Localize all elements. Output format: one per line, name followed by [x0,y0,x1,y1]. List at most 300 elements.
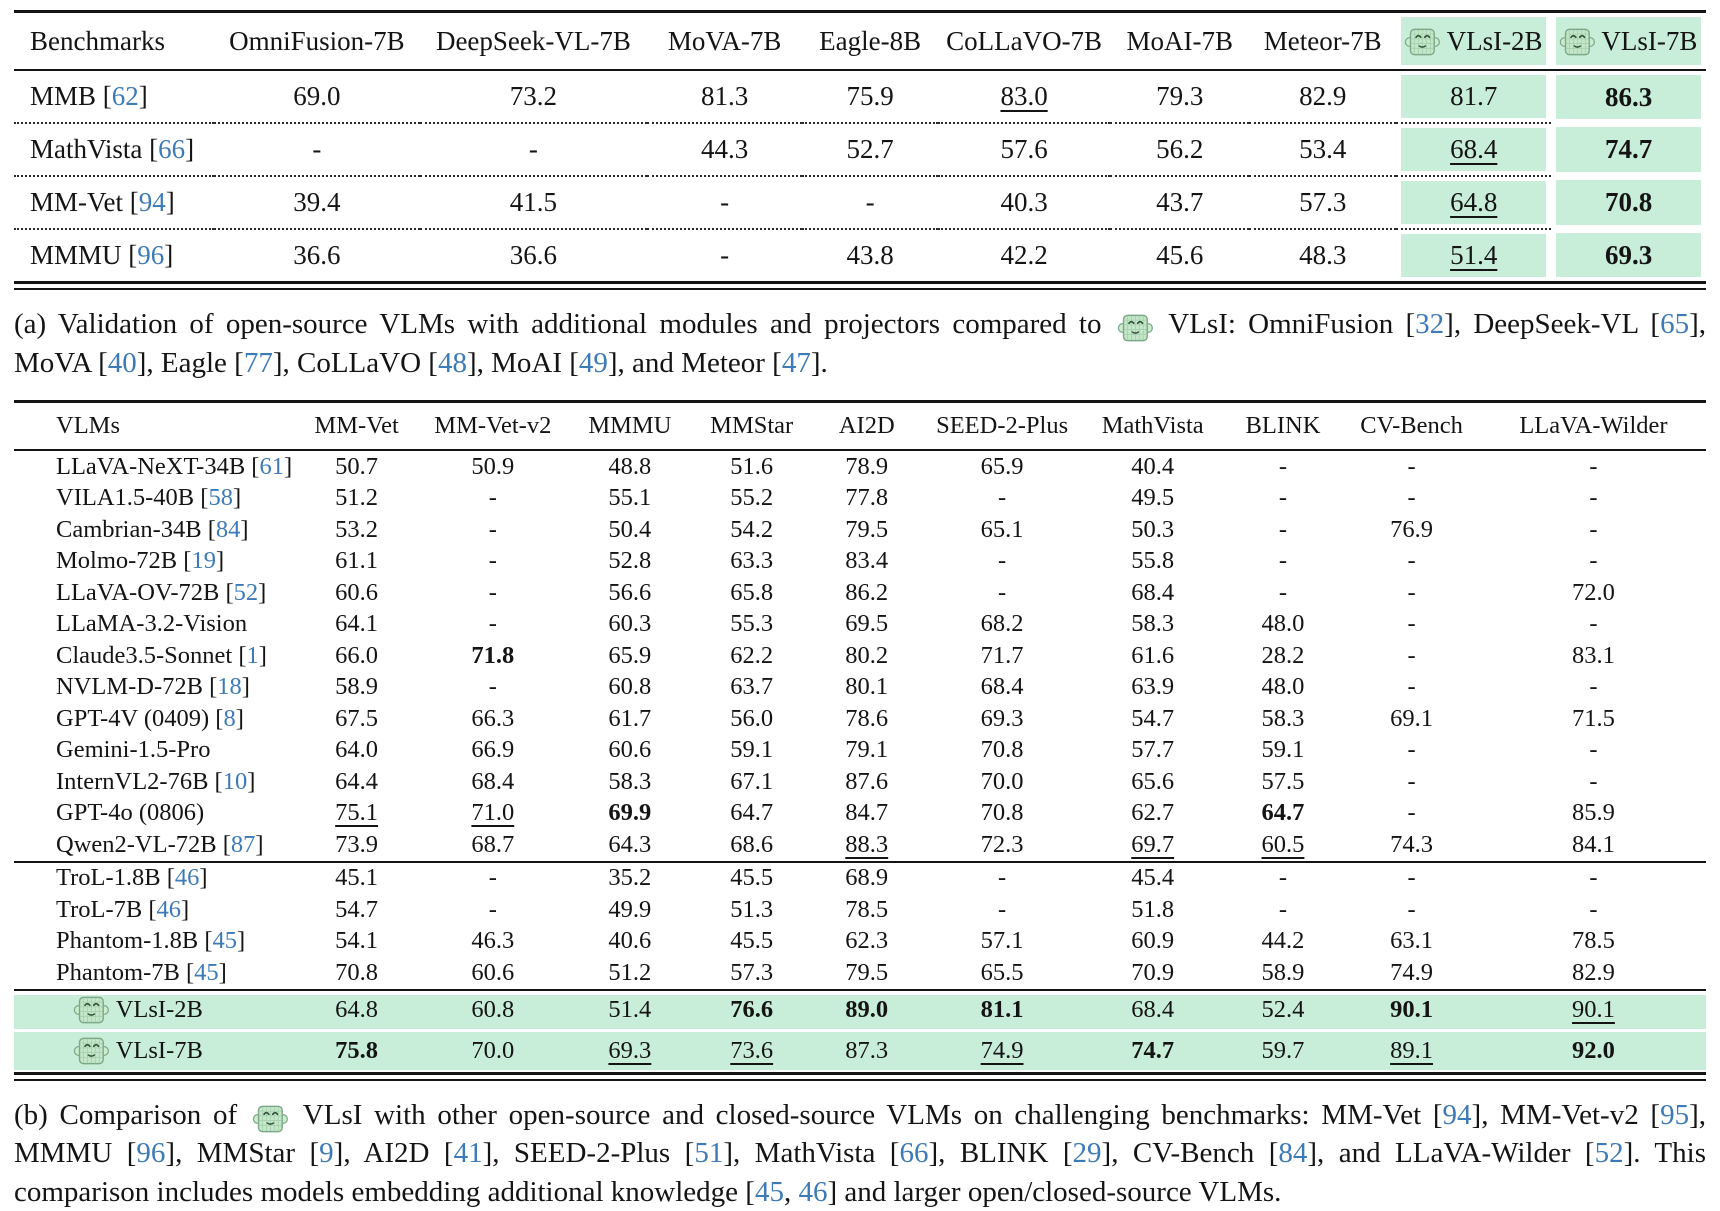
score-cell [295,990,419,1031]
header-row [14,12,1706,71]
citation-ref[interactable]: 95 [1660,1098,1690,1131]
score-cell [295,640,419,672]
model-name: TroL-7B [56,895,143,923]
table-row [14,514,1706,546]
column-header [1110,12,1249,71]
score-cell [923,798,1082,830]
citation-ref[interactable]: 94 [138,187,166,217]
score-value: - [1407,641,1416,669]
citation-ref[interactable]: 61 [259,452,284,480]
score-value: 60.6 [608,736,652,764]
score-cell [811,894,923,926]
score-value: 65.9 [980,452,1024,480]
column-header-label: LLaVA-Wilder [1519,412,1668,440]
score-cell [1110,123,1249,176]
score-value: 59.7 [1261,1036,1305,1064]
score-cell [811,483,923,515]
column-header [1342,402,1481,451]
score-cell [295,514,419,546]
score-cell [1342,483,1481,515]
score-cell [692,862,810,895]
citation-ref[interactable]: 40 [107,346,137,379]
model-name: Gemini-1.5-Pro [56,736,211,764]
score-value: 71.5 [1572,704,1615,732]
caption-text: ] and larger open/closed-source VLMs. [827,1175,1282,1208]
score-value: 50.7 [335,452,379,480]
citation-ref[interactable]: 62 [111,81,139,111]
score-value: - [1589,515,1598,543]
score-value: 62.3 [845,927,889,955]
vlsi-robot-icon [1118,313,1153,343]
score-cell [295,926,419,958]
citation-ref[interactable]: 18 [217,673,242,701]
citation-ref[interactable]: 45 [194,958,219,986]
score-value: 69.3 [1604,239,1653,270]
score-cell [418,798,567,830]
citation-ref[interactable]: 45 [212,927,238,955]
score-value: 79.5 [845,958,889,986]
citation-ref[interactable]: 8 [223,704,236,732]
score-cell [1224,514,1342,546]
table-row [14,798,1706,830]
score-value: 56.0 [730,704,774,732]
table-row [14,483,1706,515]
score-value: 78.6 [845,704,889,732]
score-cell [923,703,1082,735]
score-cell [567,1030,692,1070]
header-row [14,402,1706,451]
score-cell [692,766,810,798]
score-value: 45.1 [335,864,379,892]
score-value: 41.5 [509,187,558,217]
citation-ref[interactable]: 29 [1072,1137,1102,1170]
score-cell [1224,735,1342,767]
score-cell [811,640,923,672]
score-value: 51.2 [608,958,652,986]
score-value: 59.1 [1261,736,1305,764]
score-cell [1082,798,1224,830]
score-value: 79.5 [845,515,889,543]
score-value: 70.8 [980,799,1024,827]
citation-ref[interactable]: 32 [1415,308,1445,340]
model-name-cell: Phantom-1.8B [45] [56,927,246,955]
score-value: 53.4 [1299,134,1347,164]
score-cell [418,546,567,578]
score-value: - [1407,610,1416,638]
score-value: - [1407,767,1416,795]
score-cell [811,829,923,862]
citation-ref[interactable]: 46 [156,895,182,923]
score-cell [418,577,567,609]
score-cell [567,450,692,483]
citation-ref[interactable]: 52 [1594,1137,1624,1170]
score-cell [811,926,923,958]
caption-text: ], MathVista [ [723,1137,900,1170]
score-value: 55.3 [730,610,774,638]
score-value: 80.2 [845,641,889,669]
score-cell [692,450,810,483]
citation-ref[interactable]: 66 [158,134,186,164]
citation-ref[interactable]: 52 [233,578,259,606]
score-cell [418,957,567,990]
model-name-cell: LLaVA-OV-72B [52] [56,578,267,606]
score-cell [1224,894,1342,926]
score-cell [214,70,420,123]
score-value: - [528,134,538,164]
score-value: 43.8 [846,240,894,270]
score-cell [811,672,923,704]
score-cell [1342,514,1481,546]
score-cell [420,176,647,229]
score-value: 53.2 [335,515,379,543]
score-cell [214,123,420,176]
score-cell [811,450,923,483]
score-value: 45.5 [730,864,774,892]
caption-text: ], and LLaVA-Wilder [ [1307,1137,1595,1170]
table-b-vlm-comparison [14,400,1706,1070]
score-cell [692,894,810,926]
score-cell [418,926,567,958]
score-cell [1082,829,1224,862]
score-value: 68.4 [1131,995,1175,1023]
score-value: 78.5 [1572,927,1615,955]
score-cell [1551,229,1706,281]
citation-ref[interactable]: 94 [1442,1098,1472,1131]
score-cell [647,123,803,176]
column-header [567,402,692,451]
citation-ref[interactable]: 1 [246,641,259,669]
benchmark-name-cell: MM-Vet [94] [14,176,214,229]
citation-ref[interactable]: 66 [899,1137,929,1170]
score-value: 64.3 [608,830,652,858]
score-cell [1481,990,1706,1031]
score-value: 57.3 [1299,187,1347,217]
score-value: 63.1 [1390,927,1433,955]
caption-text: VLsI with other open-source and closed-source VLMs on challenging benchmarks: MM-Vet [ [291,1098,1443,1131]
score-cell [1082,703,1224,735]
score-cell [1481,735,1706,767]
score-value: - [1589,673,1598,701]
score-cell [923,514,1082,546]
score-value: 64.7 [730,799,774,827]
model-name-cell [14,1030,295,1070]
table-row [14,862,1706,895]
citation-ref[interactable]: 46 [174,864,200,892]
citation-ref[interactable]: 84 [1278,1137,1308,1170]
score-value: 67.1 [730,767,774,795]
score-value: 36.6 [509,240,558,270]
citation-ref[interactable]: 96 [137,240,165,270]
score-cell [418,450,567,483]
score-value: - [1589,484,1598,512]
score-cell [811,514,923,546]
score-value: 60.5 [1261,830,1305,858]
score-value: 63.3 [730,547,774,575]
score-cell [418,514,567,546]
citation-ref[interactable]: 49 [578,346,608,379]
score-cell [1224,862,1342,895]
score-cell [692,514,810,546]
score-value: 64.8 [335,995,379,1023]
score-value: 54.7 [335,895,379,923]
model-name: MM-Vet [30,187,123,217]
score-cell [811,957,923,990]
score-cell [1082,766,1224,798]
column-header-label: Meteor-7B [1263,25,1382,56]
score-cell [295,957,419,990]
score-value: 44.2 [1261,927,1305,955]
score-cell [1481,862,1706,895]
table-row [14,609,1706,641]
caption-text: ], MMMU [ [14,1098,1706,1170]
citation-ref[interactable]: 77 [243,346,273,379]
caption-b [14,1096,1706,1211]
score-cell [1110,176,1249,229]
score-cell [1342,640,1481,672]
citation-ref[interactable]: 41 [453,1137,483,1170]
score-value: - [1278,547,1288,575]
score-cell [1342,577,1481,609]
score-value: 74.3 [1390,830,1433,858]
score-value: - [1278,895,1288,923]
score-value: 89.0 [845,995,889,1023]
citation-ref[interactable]: 65 [1660,308,1690,340]
score-cell [692,926,810,958]
score-value: - [1278,484,1288,512]
score-value: 64.7 [1261,799,1305,827]
column-header [295,402,419,451]
score-cell [567,609,692,641]
score-value: 79.1 [845,736,889,764]
citation-ref[interactable]: 48 [437,346,467,379]
model-name-cell: TroL-1.8B [46] [14,862,295,895]
score-value: 71.8 [471,641,515,669]
score-value: 65.6 [1131,767,1175,795]
score-value: 68.6 [730,830,774,858]
score-cell [1342,609,1481,641]
table-row [14,450,1706,483]
score-value: 54.2 [730,515,774,543]
citation-ref[interactable]: 10 [222,767,248,795]
score-cell [1224,957,1342,990]
caption-text: ], SEED-2-Plus [ [482,1137,695,1170]
score-cell [1551,176,1706,229]
score-cell [295,450,419,483]
score-value: - [1589,767,1598,795]
score-cell [418,735,567,767]
score-cell [1224,640,1342,672]
citation-ref[interactable]: 45 [754,1175,784,1208]
score-cell [418,483,567,515]
score-cell [567,798,692,830]
score-cell [923,640,1082,672]
score-value: 87.3 [845,1036,889,1064]
score-cell [923,577,1082,609]
score-cell [295,735,419,767]
score-value: 66.9 [471,736,515,764]
vlsi-robot-icon [1405,27,1440,57]
score-cell [567,546,692,578]
score-cell [923,990,1082,1031]
score-value: - [1407,864,1416,892]
column-header-label: MoAI-7B [1126,25,1233,56]
score-cell [567,894,692,926]
column-header [1551,12,1706,71]
score-cell [1481,926,1706,958]
score-cell [1249,123,1396,176]
score-value: 48.8 [608,452,652,480]
score-cell [1396,123,1551,176]
score-value: 60.8 [608,673,652,701]
score-value: 70.0 [471,1036,515,1064]
score-cell [1224,1030,1342,1070]
score-cell [1342,546,1481,578]
column-header [811,402,923,451]
score-value: - [1407,673,1416,701]
caption-text: VLsI: OmniFusion [ [1156,308,1416,340]
model-name: Qwen2-VL-72B [56,830,217,858]
benchmark-name-cell: MMMU [96] [14,229,214,281]
citation-ref[interactable]: 58 [208,484,233,512]
score-value: 69.3 [608,1036,652,1064]
model-name-cell: VILA1.5-40B [58] [56,484,242,512]
model-name: VLsI-7B [115,1036,203,1064]
score-value: 85.9 [1572,799,1615,827]
score-cell [1342,735,1481,767]
score-value: 60.3 [608,610,652,638]
column-header-label: CoLLaVO-7B [946,25,1103,56]
table-row [14,766,1706,798]
score-value: 71.0 [471,799,515,827]
caption-text: ], and Meteor [ [607,346,782,379]
score-value: 69.0 [293,81,341,111]
caption-text: ], BLINK [ [928,1137,1073,1170]
score-value: - [998,864,1007,892]
benchmark-name-cell: MMB [62] [30,81,148,111]
score-cell [692,483,810,515]
score-cell [567,672,692,704]
score-value: - [1407,736,1416,764]
score-value: 55.2 [730,484,774,512]
score-value: - [488,578,497,606]
model-name: Phantom-1.8B [56,927,199,955]
score-cell [420,123,647,176]
score-cell [1481,766,1706,798]
caption-text: ]. This comparison includes models embedding additional knowledge [ [14,1137,1706,1208]
score-cell [923,829,1082,862]
score-value: 49.5 [1131,484,1175,512]
score-value: 72.3 [980,830,1024,858]
table-row [14,829,1706,862]
caption-text: ], MM-Vet-v2 [ [1471,1098,1661,1131]
score-cell [567,703,692,735]
column-header-label: MoVA-7B [667,25,782,56]
score-value: 90.1 [1572,995,1615,1023]
score-value: 76.9 [1390,515,1433,543]
score-cell [692,798,810,830]
score-cell [418,672,567,704]
score-cell [802,70,937,123]
score-value: 46.3 [471,927,515,955]
citation-ref[interactable]: 51 [694,1137,724,1170]
score-value: 51.3 [730,895,774,923]
score-cell [923,894,1082,926]
score-cell [1481,514,1706,546]
citation-ref[interactable]: 19 [191,547,216,575]
score-value: 82.9 [1299,81,1347,111]
score-value: 81.1 [980,995,1024,1023]
score-value: 89.1 [1390,1036,1433,1064]
score-value: - [1407,547,1416,575]
score-value: 40.6 [608,927,652,955]
score-cell [811,546,923,578]
score-cell [1082,862,1224,895]
score-value: 66.3 [471,704,515,732]
caption-text: ], MoAI [ [466,346,579,379]
score-cell [418,862,567,895]
score-value: 73.9 [335,830,379,858]
score-value: 70.0 [980,767,1024,795]
citation-ref[interactable]: 47 [781,346,811,379]
caption-text: (b) Comparison of [14,1098,249,1131]
score-cell [802,229,937,281]
score-value: - [1589,864,1598,892]
model-name-cell [14,735,295,767]
score-cell [1082,926,1224,958]
table-row [14,703,1706,735]
score-cell [692,640,810,672]
score-cell [938,176,1111,229]
score-value: 90.1 [1390,995,1433,1023]
column-header [1481,402,1706,451]
score-value: 63.9 [1131,673,1175,701]
score-cell [1110,229,1249,281]
table-row [14,957,1706,990]
score-cell [567,514,692,546]
score-cell [295,672,419,704]
score-value: 73.6 [730,1036,774,1064]
citation-ref[interactable]: 87 [230,830,256,858]
citation-ref[interactable]: 9 [319,1137,334,1170]
score-cell [1082,546,1224,578]
score-cell [418,990,567,1031]
score-value: - [998,578,1007,606]
score-cell [567,735,692,767]
column-header-label: VLMs [56,412,120,440]
column-header-label: Benchmarks [30,25,165,56]
score-value: 75.9 [846,81,894,111]
score-cell [1481,546,1706,578]
score-value: 57.6 [1000,134,1048,164]
score-value: - [1589,895,1598,923]
score-cell [1082,990,1224,1031]
score-value: 51.4 [608,995,652,1023]
score-value: 64.4 [335,767,379,795]
score-value: 55.8 [1131,547,1175,575]
score-cell [418,609,567,641]
citation-ref[interactable]: 96 [136,1137,166,1170]
column-header [14,12,214,71]
score-cell [295,483,419,515]
score-cell [692,990,810,1031]
citation-ref[interactable]: 46 [798,1175,828,1208]
score-cell [811,735,923,767]
score-cell [1342,798,1481,830]
table-row [14,894,1706,926]
citation-ref[interactable]: 84 [215,515,241,543]
score-value: - [720,240,730,270]
column-header-label: DeepSeek-VL-7B [435,25,631,56]
